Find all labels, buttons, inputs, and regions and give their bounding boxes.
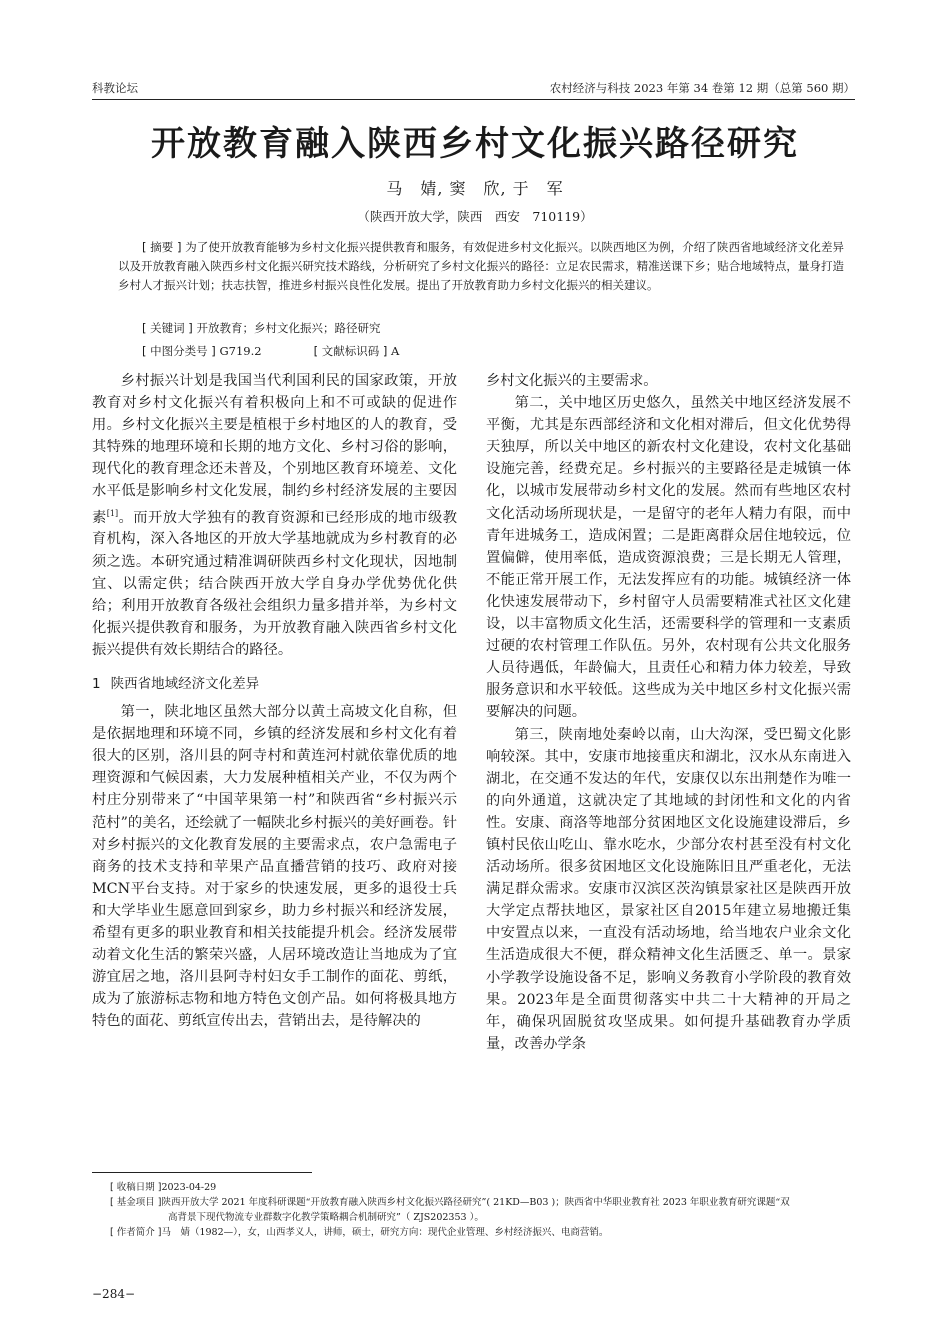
received-date — [110, 1180, 850, 1195]
author-bio-value: 马 婧（1982—），女，山西孝义人，讲师，硕士，研究方向：现代企业管理、乡村经济振兴、电商营销。 — [161, 1227, 609, 1238]
fund-value: 陕西开放大学 2021 年度科研课题“开放教育融入陕西乡村文化振兴路径研究”( 21KD—B03 )；陕西省中华职业教育社 2023 年职业教育研究课题“双 — [161, 1197, 790, 1208]
page-number: −284− — [92, 1287, 136, 1301]
paragraph: 乡村文化振兴的主要需求。 — [486, 373, 658, 389]
paragraph-text: 。而开放大学独有的教育资源和已经形成的地市级教育机构，深入各地区的开放大学基地就成为乡村教育的必须之选。本研究通过精准调研陕西乡村文化现状，因地制宜、以需定供；结合陕西开放大学自身办学优势优化供给；利用开放教育各级社会组织力量多措并举，为乡村文化振兴提供教育和服务，为开放教育融入陕西省乡村文化振兴提供有效长期结合的路径。 — [92, 509, 458, 658]
fund-info-continued: 高背景下现代物流专业群数字化教学策略耦合机制研究”（ ZJS202353 ）。 — [168, 1212, 484, 1223]
paragraph: 第一，陕北地区虽然大部分以黄土高坡文化自称，但是依据地理和环境不同，乡镇的经济发展和乡村文化有着很大的区别，洛川县的阿寺村和黄连河村就依靠优质的地理资源和气候因素，大力发展种植相关产业，不仅为两个村庄分别带来了“中国苹果第一村”和陕西省“乡村振兴示范村”的美名，还绘就了一幅陕北乡村振兴的美好画卷。针对乡村振兴的文化教育发展的主要需求点，农户急需电子商务的技术支持和苹果产品直播营销的技巧、政府对接MCN平台支持。对于家乡的快速发展，更多的退役士兵和大学毕业生愿意回到家乡，助力乡村振兴和经济发展，希望有更多的职业教育和相关技能提升机会。经济发展带动着文化生活的繁荣兴盛，人居环境改造让当地成为了宜游宜居之地，洛川县阿寺村妇女手工制作的面花、剪纸，成为了旅游标志物和地方特色文创产品。如何将极具地方特色的面花、剪纸宣传出去，营销出去，是待解决的 — [92, 704, 457, 1030]
body-column-left — [92, 370, 457, 1032]
footnote-rule — [92, 1172, 312, 1173]
classification — [142, 343, 399, 359]
header-rule — [92, 99, 855, 100]
footnotes — [110, 1180, 850, 1240]
section-title: 陕西省地域经济文化差异 — [110, 675, 260, 692]
section-heading — [92, 673, 457, 695]
doc-code-value: A — [391, 344, 400, 358]
paragraph — [92, 370, 457, 661]
body-column-right — [486, 370, 851, 1055]
clc-value: G719.2 — [219, 344, 262, 358]
section-number: 1 — [92, 675, 101, 692]
fund-label: [ 基金项目 ] — [110, 1197, 162, 1208]
author-bio — [110, 1225, 850, 1240]
fund-info — [110, 1195, 850, 1210]
abstract-label: [ 摘要 ] — [142, 240, 182, 254]
keywords-label: [ 关键词 ] — [142, 321, 193, 335]
paper-title: 开放教育融入陕西乡村文化振兴路径研究 — [151, 124, 799, 164]
keywords — [142, 320, 380, 336]
keywords-text: 开放教育；乡村文化振兴；路径研究 — [196, 321, 381, 335]
journal-section-label: 科教论坛 — [92, 81, 138, 95]
doc-code-label: [ 文献标识码 ] — [313, 344, 388, 358]
author-list: 马 婧, 窦 欣, 于 军 — [386, 179, 564, 198]
paragraph: 第二，关中地区历史悠久，虽然关中地区经济发展不平衡，尤其是东西部经济和文化相对滞后，但文化优势得天独厚，所以关中地区的新农村文化建设，农村文化基础设施完善，经费充足。乡村振兴的主要路径是走城镇一体化，以城市发展带动乡村文化的发展。然而有些地区农村文化活动场所现状是，一是留守的老年人精力有限，而中青年进城务工，造成闲置；二是距离群众居住地较远，位置偏僻，使用率低，造成资源浪费；三是长期无人管理，不能正常开展工作，无法发挥应有的功能。城镇经济一体化快速发展带动下，乡村留守人员需要精准式社区文化建设，以丰富物质文化生活，还需要科学的管理和一支素质过硬的农村管理工作队伍。另外，农村现有公共文化服务人员待遇低，年龄偏大，且责任心和精力体力较差，导致服务意识和水平较低。这些成为关中地区乡村文化振兴需要解决的问题。 — [486, 395, 851, 721]
abstract — [118, 238, 844, 295]
affiliation: （陕西开放大学，陕西 西安 710119） — [357, 209, 593, 224]
journal-issue-info: 农村经济与科技 2023 年第 34 卷第 12 期（总第 560 期） — [549, 81, 855, 95]
paragraph: 第三，陕南地处秦岭以南，山大沟深，受巴蜀文化影响较深。其中，安康市地接重庆和湖北，汉水从东南进入湖北，在交通不发达的年代，安康仅以东出荆楚作为唯一的向外通道，这就决定了其地域的封闭性和文化的内省性。安康、商洛等地部分贫困地区文化设施建设滞后，乡镇村民依山吃山、靠水吃水，少部分农村甚至没有村文化活动场所。很多贫困地区文化设施陈旧且严重老化，无法满足群众需求。安康市汉滨区茨沟镇景家社区是陕西开放大学定点帮扶地区，景家社区自2015年建立易地搬迁集中安置点以来，一直没有活动场地，给当地农户业余文化生活造成很大不便，群众精神文化生活匮乏、单一。景家小学教学设施设备不足，影响义务教育小学阶段的教育效果。2023年是全面贯彻落实中共二十大精神的开局之年，确保巩固脱贫攻坚成果。如何提升基础教育办学质量，改善办学条 — [486, 726, 851, 1052]
author-bio-label: [ 作者简介 ] — [110, 1227, 162, 1238]
clc-label: [ 中图分类号 ] — [142, 344, 216, 358]
paragraph-text: 乡村振兴计划是我国当代利国利民的国家政策，开放教育对乡村文化振兴有着积极向上和不可或缺的促进作用。乡村文化振兴主要是植根于乡村地区的人的教育，受其特殊的地理环境和长期的地方文化、乡村习俗的影响，现代化的教育理念还未普及，个别地区教育环境差、文化水平低是影响乡村文化发展，制约乡村经济发展的主要因素 — [92, 373, 457, 526]
received-value: 2023-04-29 — [161, 1182, 217, 1193]
abstract-text: 为了使开放教育能够为乡村文化振兴提供教育和服务，有效促进乡村文化振兴。以陕西地区为例，介绍了陕西省地域经济文化差异以及开放教育融入陕西乡村文化振兴研究技术路线，分析研究了乡村文化振兴的路径：立足农民需求，精准送课下乡；贴合地域特点，量身打造乡村人才振兴计划；扶志扶智，推进乡村振兴良性化发展。提出了开放教育助力乡村文化振兴的相关建议。 — [118, 240, 844, 292]
received-label: [ 收稿日期 ] — [110, 1182, 162, 1193]
citation-ref: [1] — [106, 508, 119, 518]
